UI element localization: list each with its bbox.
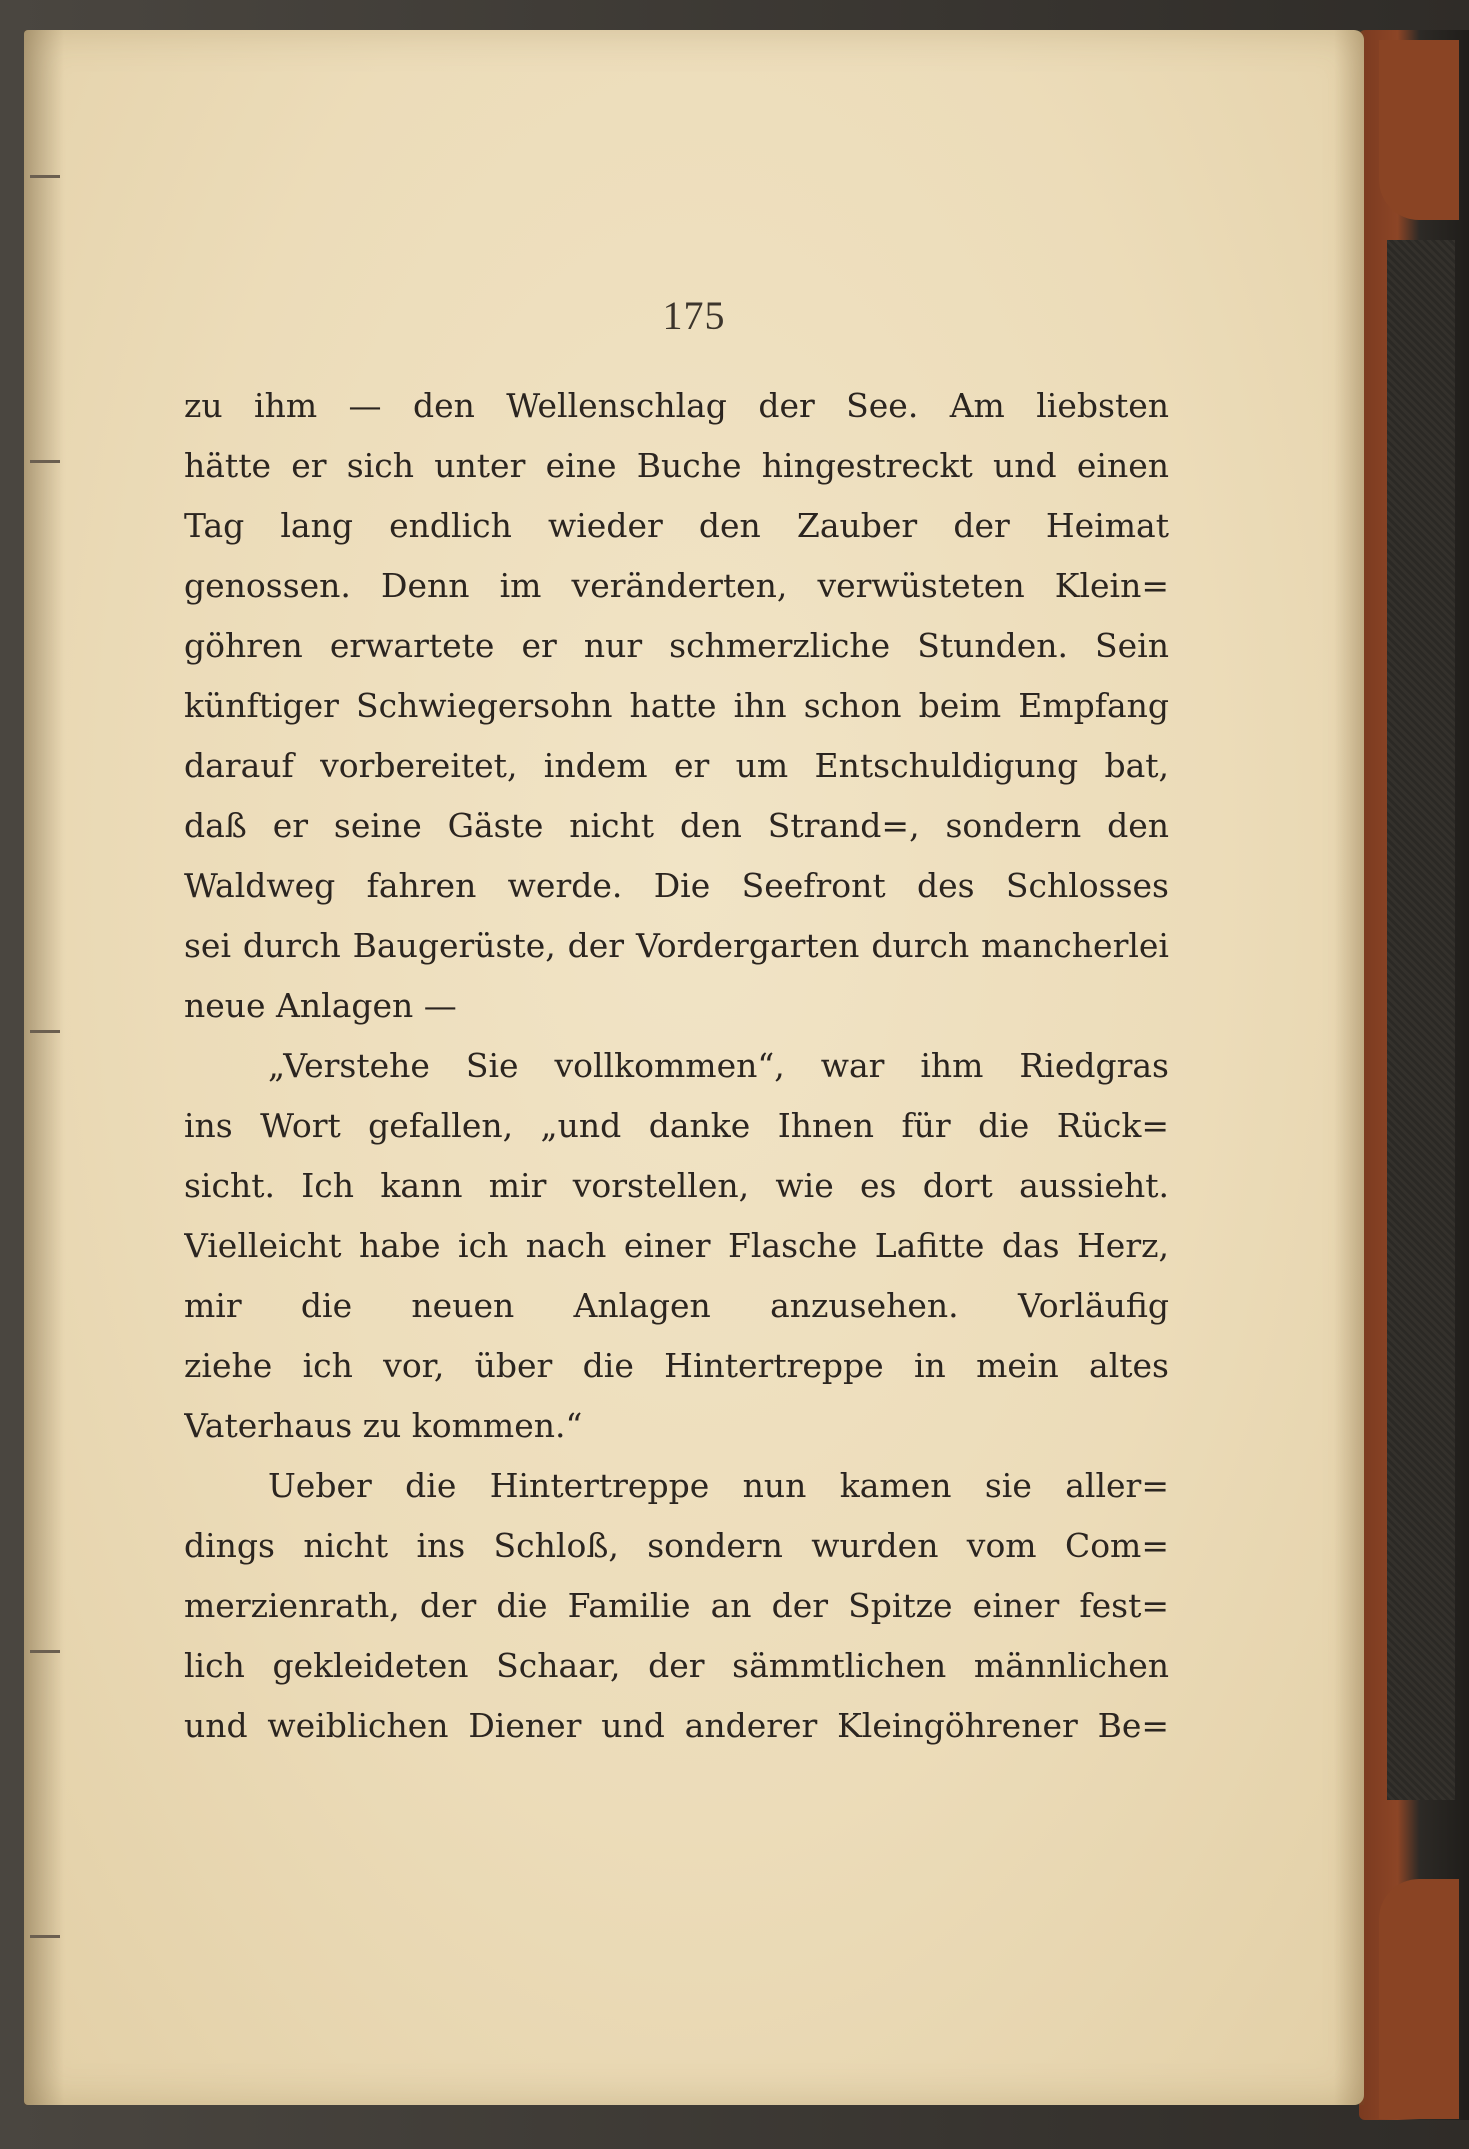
page-number: 175 <box>662 293 726 338</box>
margin-mark <box>30 460 60 463</box>
cover-corner-bottom <box>1379 1879 1459 2119</box>
text-line: göhren erwartete er nur schmerzliche Stunden. Sein <box>184 626 1169 665</box>
text-line: neue Anlagen — <box>184 986 457 1025</box>
page-edge-shadow <box>1334 30 1364 2105</box>
text-line: Ueber die Hintertreppe nun kamen sie aller= <box>268 1466 1169 1505</box>
text-line: dings nicht ins Schloß, sondern wurden vom Com= <box>184 1526 1169 1565</box>
text-line: Vaterhaus zu kommen.“ <box>184 1406 583 1445</box>
text-line: Waldweg fahren werde. Die Seefront des Schlosses <box>184 866 1169 905</box>
book-page <box>24 30 1364 2105</box>
book-cover-cloth <box>1387 240 1455 1800</box>
margin-mark <box>30 1030 60 1033</box>
text-line: ziehe ich vor, über die Hintertreppe in mein altes <box>184 1346 1169 1385</box>
margin-mark <box>30 1650 60 1653</box>
cover-corner-top <box>1379 40 1459 220</box>
text-line: merzienrath, der die Familie an der Spitze einer fest= <box>184 1586 1169 1625</box>
text-line: sei durch Baugerüste, der Vordergarten durch mancherlei <box>184 926 1169 965</box>
text-line: künftiger Schwiegersohn hatte ihn schon beim Empfang <box>184 686 1169 725</box>
text-line: mir die neuen Anlagen anzusehen. Vorläufig <box>184 1286 1169 1325</box>
text-line: genossen. Denn im veränderten, verwüsteten Klein= <box>184 566 1169 605</box>
text-line: hätte er sich unter eine Buche hingestreckt und einen <box>184 446 1169 485</box>
text-line: sicht. Ich kann mir vorstellen, wie es dort aussieht. <box>184 1166 1169 1205</box>
text-line: Vielleicht habe ich nach einer Flasche Lafitte das Herz, <box>184 1226 1169 1265</box>
text-line: und weiblichen Diener und anderer Kleingöhrener Be= <box>184 1706 1169 1745</box>
text-line: lich gekleideten Schaar, der sämmtlichen männlichen <box>184 1646 1169 1685</box>
margin-mark <box>30 175 60 178</box>
margin-mark <box>30 1935 60 1938</box>
body-text <box>184 376 1169 1756</box>
text-line: darauf vorbereitet, indem er um Entschuldigung bat, <box>184 746 1169 785</box>
text-line: Tag lang endlich wieder den Zauber der Heimat <box>184 506 1169 545</box>
page-gutter-shadow <box>24 30 64 2105</box>
text-line: „Verstehe Sie vollkommen“, war ihm Riedgras <box>268 1046 1169 1085</box>
text-line: ins Wort gefallen, „und danke Ihnen für die Rück= <box>184 1106 1169 1145</box>
text-line: zu ihm — den Wellenschlag der See. Am liebsten <box>184 386 1169 425</box>
text-line: daß er seine Gäste nicht den Strand=, sondern den <box>184 806 1169 845</box>
